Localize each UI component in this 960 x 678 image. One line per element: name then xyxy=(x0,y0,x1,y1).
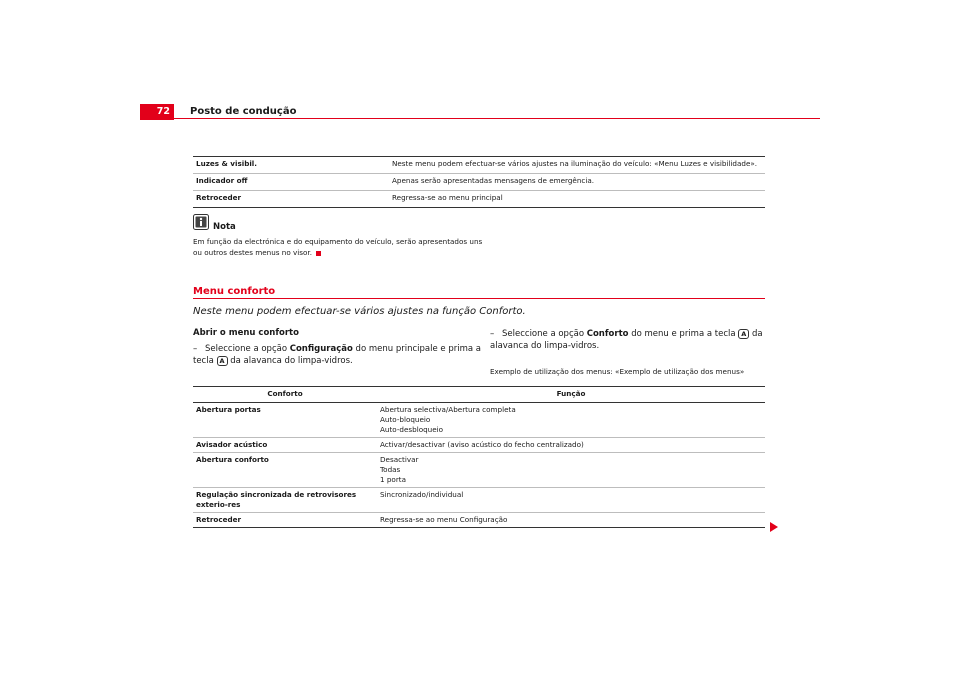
table-row xyxy=(193,488,765,513)
table-value-text: Activar/desactivar (aviso acústico do fecho centralizado) xyxy=(380,440,584,449)
table-value-text: Abertura selectiva/Abertura completa Auto-bloqueio Auto-desbloqueio xyxy=(380,405,516,434)
page-number: 72 xyxy=(140,104,174,120)
table-key: Avisador acústico xyxy=(193,438,377,453)
table-value xyxy=(377,453,765,488)
menu-options-table xyxy=(193,156,765,208)
step-text: da alavanca do limpa-vidros. xyxy=(227,356,353,366)
table-key: Luzes & visibil. xyxy=(193,157,389,174)
table-value xyxy=(377,403,765,438)
page-title: Posto de condução xyxy=(190,106,297,117)
steps-heading: Abrir o menu conforto xyxy=(193,328,299,338)
header-rule xyxy=(174,118,820,119)
table-row xyxy=(193,157,765,174)
table-key: Indicador off xyxy=(193,174,389,191)
column-header: Conforto xyxy=(193,387,377,403)
step-2 xyxy=(490,328,775,352)
table-row xyxy=(193,438,765,453)
table-row xyxy=(193,191,765,208)
table-value: Regressa-se ao menu principal xyxy=(392,193,503,202)
wiper-key-a-icon: A xyxy=(217,356,228,366)
step-text: Seleccione a opção xyxy=(502,329,587,339)
comfort-menu-table xyxy=(193,386,765,528)
example-reference: Exemplo de utilização dos menus: «Exemplo de utilização dos menus» xyxy=(490,367,745,376)
table-value xyxy=(377,488,765,513)
table-row xyxy=(193,453,765,488)
end-marker xyxy=(316,251,321,256)
note-info-icon xyxy=(193,214,209,230)
step-text: do menu e prima a tecla xyxy=(628,329,739,339)
step-option: Conforto xyxy=(586,329,629,339)
step-option: Configuração xyxy=(289,344,353,354)
table-value xyxy=(377,513,765,528)
note-label: Nota xyxy=(213,222,236,232)
table-key: Abertura portas xyxy=(193,403,377,438)
table-row xyxy=(193,403,765,438)
table-row xyxy=(193,174,765,191)
table-key: Regulação sincronizada de retrovisores exterio-res xyxy=(193,488,377,513)
table-value-text: Desactivar Todas 1 porta xyxy=(380,455,419,484)
section-rule xyxy=(193,298,765,299)
table-value xyxy=(377,438,765,453)
note-text: Em função da electrónica e do equipamento do veículo, serão apresentados uns ou outros destes menus no visor. xyxy=(193,237,483,257)
wiper-key-a-icon: A xyxy=(738,329,749,339)
table-value-text: Regressa-se ao menu Configuração xyxy=(380,515,508,524)
column-header: Função xyxy=(377,387,765,403)
table-value: Apenas serão apresentadas mensagens de emergência. xyxy=(389,174,765,191)
table-header-row xyxy=(193,387,765,403)
table-key: Retroceder xyxy=(196,193,242,202)
table-value: Neste menu podem efectuar-se vários ajustes na iluminação do veículo: «Menu Luzes e visibilidade». xyxy=(389,157,765,174)
step-text: da alavanca do limpa-vidros. xyxy=(490,329,763,351)
table-key: Abertura conforto xyxy=(193,453,377,488)
table-value-text: Sincronizado/individual xyxy=(380,490,464,499)
step-1 xyxy=(193,343,483,367)
section-intro: Neste menu podem efectuar-se vários ajustes na função Conforto. xyxy=(193,306,526,317)
step-text: do menu principale e prima a tecla xyxy=(193,344,481,366)
step-dash: – xyxy=(193,344,198,354)
step-dash: – xyxy=(490,329,495,339)
table-key: Retroceder xyxy=(196,515,242,524)
section-title: Menu conforto xyxy=(193,286,276,297)
continue-arrow-icon[interactable] xyxy=(770,522,778,532)
step-text: Seleccione a opção xyxy=(205,344,290,354)
table-row xyxy=(193,513,765,528)
